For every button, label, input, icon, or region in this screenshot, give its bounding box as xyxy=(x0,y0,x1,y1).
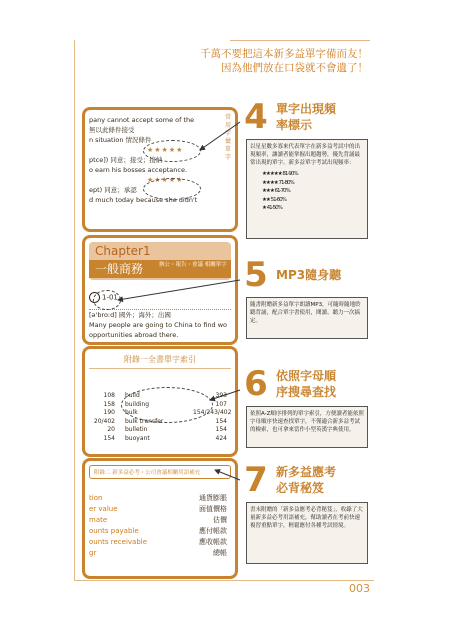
term-en: er value xyxy=(89,505,118,513)
index-page-left: 108 xyxy=(103,392,115,399)
feature-title-line: 新多益應考 xyxy=(276,465,337,479)
index-page-left: 154 xyxy=(103,434,115,442)
term-zh: 應付帳款 xyxy=(199,527,227,535)
term-zh: 總帳 xyxy=(213,549,227,557)
term-zh: 面值價格 xyxy=(199,505,227,513)
feature-title-line: 單字出現頻 xyxy=(276,102,337,116)
feature-title-line: 必背秘笈 xyxy=(276,481,325,495)
index-word: build xyxy=(125,392,140,399)
term-zh: 應收帳款 xyxy=(199,538,227,546)
legend-item: ★★★★★ 81-90% xyxy=(262,171,298,177)
feature-number: 7 xyxy=(244,460,268,500)
chapter-label: Chapter1 xyxy=(95,244,151,258)
arrow-line xyxy=(210,390,240,400)
term-en: ounts payable xyxy=(89,527,139,535)
index-page-left: 20 xyxy=(107,426,115,433)
frequency-stars: ★★★★★ xyxy=(147,176,184,184)
arrow-line xyxy=(215,470,240,480)
frequency-stars: ★★★★★ xyxy=(147,146,184,154)
entry-line: opportunities abroad there. xyxy=(89,331,179,339)
feature-number: 4 xyxy=(244,97,268,137)
index-word: bulk transfer xyxy=(125,417,164,425)
entry-line: [ə'broːd] 國外；海外；出國 xyxy=(89,311,171,319)
entry-line: pany cannot accept some of the xyxy=(89,116,195,124)
legend-item: ★★★ 61-70% xyxy=(262,188,290,194)
feature-number: 5 xyxy=(244,255,268,295)
index-page-right: 393 xyxy=(215,392,227,399)
legend-item: ★★★★ 71-80% xyxy=(262,179,294,186)
index-page-right: 154 xyxy=(215,417,227,425)
entry-line: ept) 同意；承認 xyxy=(89,186,137,194)
term-en: gr xyxy=(89,549,97,557)
feature-description: 書末附贈的「新多益應考必背秘笈」，收錄了大量新多益必考用語補充，幫助讀者在考前快速複習重點單字，輕鬆應付各種考試情境。 xyxy=(246,502,368,564)
term-en: mate xyxy=(89,516,108,524)
index-word: building xyxy=(125,400,150,408)
entry-line: n situation 情況條件 xyxy=(89,136,152,144)
tagline-line-2: 因為他們放在口袋就不會遺了！ xyxy=(221,62,368,74)
entry-line: 無以此條件接受 xyxy=(89,126,135,134)
arrow-line xyxy=(118,280,240,300)
feature-description-text: 以星星數多寡來代表單字在新多益考試中的出現頻率，讓讀者能掌握出題趨勢，優先背誦最常出現的單字。新多益單字考試出現頻率： xyxy=(250,144,361,166)
term-zh: 通貨膨脹 xyxy=(199,494,227,502)
chapter-subtitle: 辦公・報告・會議 相關單字 xyxy=(159,262,227,268)
arrow-line xyxy=(200,122,240,150)
feature-description: 依照A-Z順序排列的單字索引，方便讀者能依照字母順序快速查找單字，不僅適合新多益考試的檢索，也可拿來當作小型英漢字典使用。 xyxy=(246,406,368,448)
appendix-header: 附錄二 新多益必考・公司會議相關用語補充 xyxy=(89,465,231,479)
feature-description: 隨書附贈新多益單字朗讀MP3，可隨時隨地聆聽背誦，配合單字書使用，閱讀、聽力一次搞定。 xyxy=(246,297,368,339)
tagline-line-1: 千萬不要把這本新多益單字備而友！ xyxy=(200,48,368,60)
feature-title-line: 率標示 xyxy=(276,118,313,132)
index-title: 附錄一全書單字索引 xyxy=(89,354,231,369)
feature-title-line: MP3隨身聽 xyxy=(276,268,342,282)
legend-item: ★ 41-50% xyxy=(262,205,282,211)
chapter-title: 一般商務 xyxy=(95,262,144,276)
index-page-right: 107 xyxy=(215,400,227,408)
entry-line: ptce]) 同意；接受；接納 xyxy=(89,156,163,164)
page-number: 003 xyxy=(349,582,370,595)
index-word: bulletin xyxy=(125,426,148,433)
side-tab: 常用字彙單字 xyxy=(224,114,231,161)
term-zh: 估價 xyxy=(213,516,227,524)
entry-line: Many people are going to China to find wo xyxy=(89,321,228,329)
index-page-right: 154/243/402 xyxy=(193,409,232,416)
term-en: tion xyxy=(89,494,103,502)
index-page-left: 190 xyxy=(103,409,115,416)
index-page-right: 424 xyxy=(215,434,227,442)
entry-line: d much today because she didn't xyxy=(89,196,198,204)
index-word: bulk xyxy=(125,409,138,416)
index-page-right: 154 xyxy=(215,426,227,433)
feature-number: 6 xyxy=(244,364,268,404)
feature-title-line: 依照字母順 xyxy=(276,369,337,383)
legend-item: ★★ 51-60% xyxy=(262,196,286,203)
term-en: ounts receivable xyxy=(89,538,148,546)
index-page-left: 158 xyxy=(103,400,115,408)
index-word: buoyant xyxy=(125,434,150,442)
index-page-left: 20/402 xyxy=(93,417,115,425)
track-number-label: 1-01 xyxy=(102,293,118,302)
feature-title-line: 序搜尋查找 xyxy=(276,385,337,399)
entry-line: o earn his bosses acceptance. xyxy=(89,166,188,174)
